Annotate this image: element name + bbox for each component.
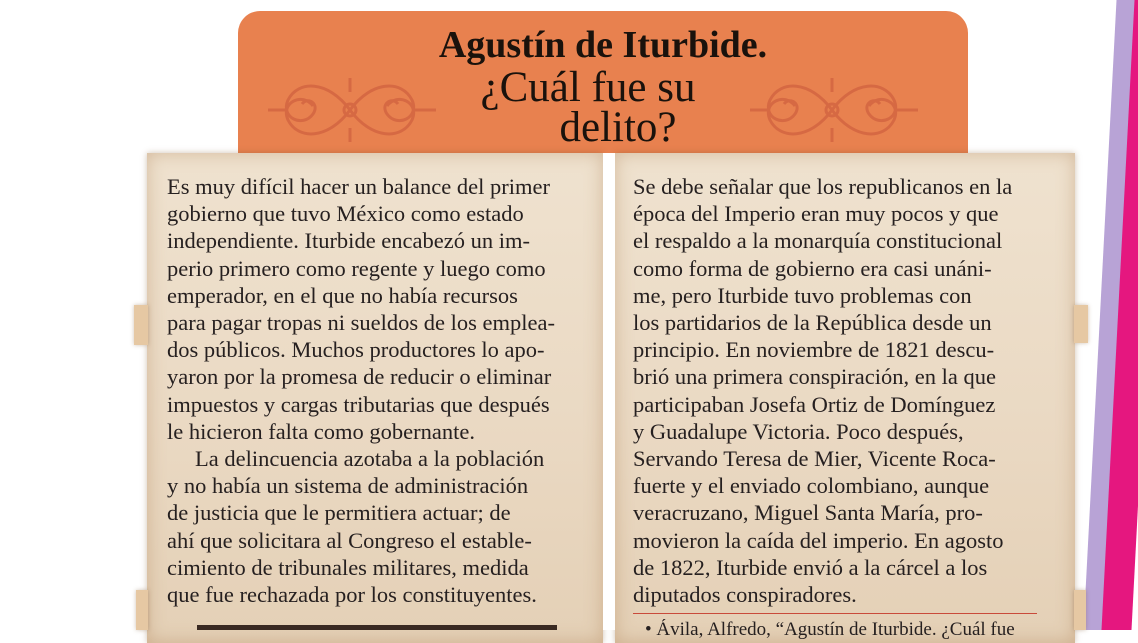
subtitle-line-2: delito? (559, 104, 677, 151)
footnote: • Ávila, Alfredo, “Agustín de Iturbide. ¿Cuál fue (645, 619, 1015, 640)
parchment-tab (1074, 590, 1086, 630)
text-line: Es muy difícil hacer un balance del primer (167, 174, 550, 199)
body-text-right (633, 173, 1053, 608)
text-line: brió una primera conspiración, en la que (633, 364, 996, 390)
text-line: La delincuencia azotaba a la población (195, 446, 545, 472)
text-line: movieron la caída del imperio. En agosto (633, 527, 1004, 553)
text-line: Se debe señalar que los republicanos en la (633, 174, 1013, 199)
parchment-tab (1074, 305, 1088, 343)
parchment-tab (136, 590, 148, 630)
text-line: fuerte y el enviado colombiano, aunque (633, 473, 990, 499)
text-line: participaban Josefa Ortiz de Domínguez (633, 391, 996, 417)
text-line: yaron por la promesa de reducir o eliminar (167, 364, 552, 390)
text-line: de 1822, Iturbide envió a la cárcel a los (633, 554, 988, 580)
text-line: me, pero Iturbide tuvo problemas con (633, 282, 972, 308)
text-line: y Guadalupe Victoria. Poco después, (633, 418, 964, 444)
text-line: el respaldo a la monarquía constitucional (633, 228, 1003, 254)
text-line: de justicia que le permitiera actuar; de (167, 500, 511, 526)
text-line: diputados conspiradores. (633, 582, 857, 608)
text-line: le hicieron falta como gobernante. (167, 418, 475, 444)
column-gutter (603, 153, 615, 630)
text-line: emperador, en el que no había recursos (167, 282, 518, 308)
text-line: y no había un sistema de administración (167, 473, 529, 499)
article-subtitle (238, 64, 968, 151)
text-line: dos públicos. Muchos productores lo apo- (167, 337, 545, 363)
text-line: los partidarios de la República desde un (633, 310, 992, 336)
text-line: veracruzano, Miguel Santa María, pro- (633, 500, 983, 526)
photo-edge (197, 625, 557, 630)
parchment-tab (134, 305, 148, 345)
text-line: principio. En noviembre de 1821 descu- (633, 337, 995, 363)
subtitle-line-1: ¿Cuál fue su (480, 64, 696, 111)
text-line: independiente. Iturbide encabezó un im- (167, 228, 530, 254)
text-line: como forma de gobierno era casi unáni- (633, 255, 992, 281)
footnote-divider (633, 613, 1037, 614)
text-line: época del Imperio eran muy pocos y que (633, 201, 999, 227)
article-title: Agustín de Iturbide. (438, 24, 768, 66)
text-line: gobierno que tuvo México como estado (167, 201, 524, 227)
body-text-left (167, 173, 587, 608)
text-line: ahí que solicitara al Congreso el estable- (167, 527, 532, 553)
text-line: que fue rechazada por los constituyentes. (167, 582, 537, 608)
text-line: impuestos y cargas tributarias que después (167, 391, 550, 417)
text-line: perio primero como regente y luego como (167, 255, 546, 281)
text-line: cimiento de tribunales militares, medida (167, 554, 529, 580)
text-line: para pagar tropas ni sueldos de los emplea- (167, 310, 555, 336)
text-line: Servando Teresa de Mier, Vicente Roca- (633, 446, 996, 472)
